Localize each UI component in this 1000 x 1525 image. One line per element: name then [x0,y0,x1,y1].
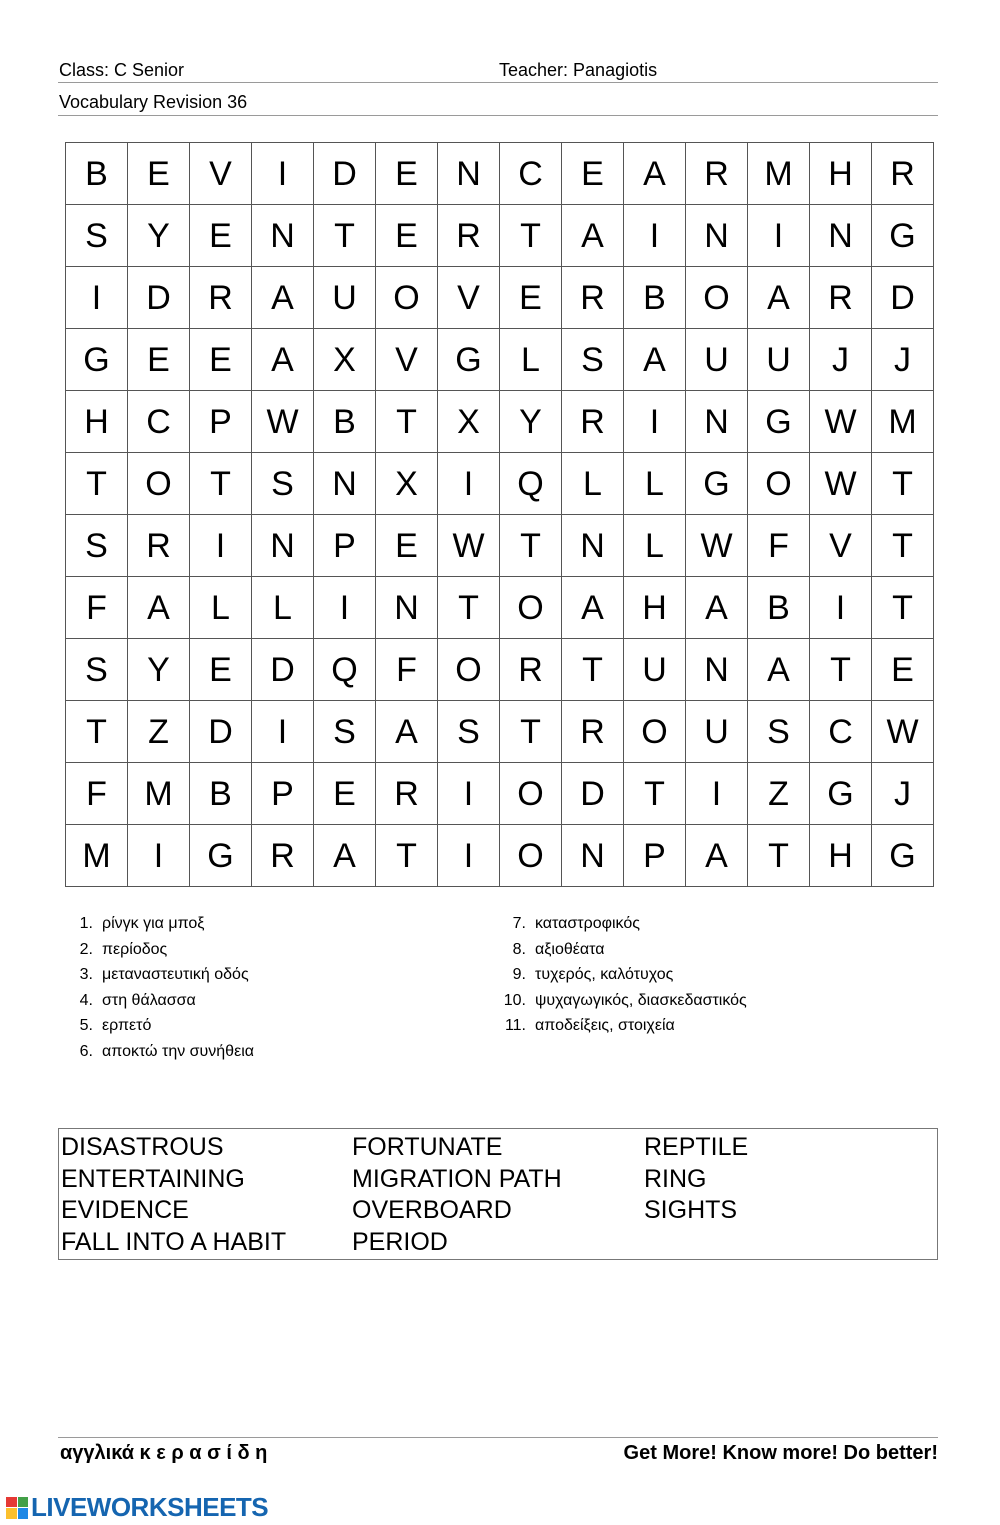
grid-cell[interactable]: W [872,701,934,763]
word-bank-word: MIGRATION PATH [352,1164,562,1193]
grid-cell[interactable]: E [314,763,376,825]
grid-cell[interactable]: Z [748,763,810,825]
grid-cell[interactable]: O [438,639,500,701]
clue-text: καταστροφικός [535,915,640,932]
grid-cell[interactable]: N [438,143,500,205]
liveworksheets-logo[interactable] [6,1492,268,1523]
grid-cell[interactable]: P [624,825,686,887]
logo-block [6,1497,17,1508]
grid-cell[interactable]: L [190,577,252,639]
clue-number: 6. [79,1042,93,1060]
grid-cell[interactable]: T [872,515,934,577]
grid-cell[interactable]: H [624,577,686,639]
clue-text: τυχερός, καλότυχος [535,966,674,984]
grid-cell[interactable]: F [66,763,128,825]
grid-cell[interactable]: R [376,763,438,825]
grid-cell[interactable]: I [438,453,500,515]
grid-cell[interactable]: Y [128,205,190,267]
grid-cell[interactable]: R [438,205,500,267]
grid-cell[interactable]: G [872,825,934,887]
grid-cell[interactable]: S [314,701,376,763]
grid-cell[interactable]: X [376,453,438,515]
grid-cell[interactable]: G [872,205,934,267]
word-bank-word: EVIDENCE [61,1196,189,1224]
grid-row [66,391,934,453]
grid-cell[interactable]: O [686,267,748,329]
grid-row [66,267,934,329]
grid-cell[interactable]: B [314,391,376,453]
grid-cell[interactable]: V [190,143,252,205]
grid-cell[interactable]: A [314,825,376,887]
grid-cell[interactable]: O [748,453,810,515]
grid-cell[interactable]: E [562,143,624,205]
grid-cell[interactable]: O [376,267,438,329]
grid-row [66,329,934,391]
grid-cell[interactable]: A [748,639,810,701]
clue-number: 8. [512,940,526,958]
grid-cell[interactable]: A [686,577,748,639]
grid-cell[interactable]: E [128,143,190,205]
clue-number: 11. [504,1017,526,1035]
logo-block [18,1508,29,1519]
grid-cell[interactable]: T [66,453,128,515]
grid-cell[interactable]: G [438,329,500,391]
grid-row [66,763,934,825]
grid-cell[interactable]: N [686,205,748,267]
clue-number: 7. [512,915,526,932]
grid-cell[interactable]: R [252,825,314,887]
grid-cell[interactable]: W [438,515,500,577]
grid-cell[interactable]: O [500,577,562,639]
grid-cell[interactable]: F [376,639,438,701]
grid-cell[interactable]: N [686,639,748,701]
grid-cell[interactable]: F [748,515,810,577]
grid-cell[interactable]: I [748,205,810,267]
grid-cell[interactable]: W [810,391,872,453]
logo-block [18,1497,29,1508]
grid-cell[interactable]: P [314,515,376,577]
grid-cell[interactable]: E [190,639,252,701]
grid-cell[interactable]: T [500,515,562,577]
word-bank-word: REPTILE [644,1133,749,1161]
grid-cell[interactable]: T [500,701,562,763]
clue-item [67,1041,254,1067]
word-bank-word: PERIOD [352,1227,448,1256]
grid-row [66,205,934,267]
grid-cell[interactable]: G [686,453,748,515]
grid-cell[interactable]: T [190,453,252,515]
grid-cell[interactable]: S [66,515,128,577]
grid-cell[interactable]: A [376,701,438,763]
clue-text: αξιοθέατα [535,940,605,958]
word-bank-column [644,1132,748,1227]
word-bank-word: OVERBOARD [352,1196,512,1224]
grid-cell[interactable]: H [810,825,872,887]
grid-cell[interactable]: I [624,391,686,453]
clue-item [496,913,747,939]
teacher-label: Teacher: Panagiotis [499,60,658,80]
grid-cell[interactable]: Z [128,701,190,763]
clue-number: 9. [512,966,526,984]
word-bank-word: FORTUNATE [352,1133,503,1161]
grid-cell[interactable]: I [252,143,314,205]
clue-number: 2. [79,940,93,958]
grid-cell[interactable]: E [872,639,934,701]
grid-row [66,825,934,887]
grid-cell[interactable]: E [128,329,190,391]
grid-cell[interactable]: L [500,329,562,391]
grid-cell[interactable]: J [872,763,934,825]
grid-cell[interactable]: C [810,701,872,763]
clue-text: ψυχαγωγικός, διασκεδαστικός [535,991,747,1009]
grid-cell[interactable]: J [810,329,872,391]
grid-cell[interactable]: I [624,205,686,267]
grid-cell[interactable]: M [128,763,190,825]
word-bank-word: SIGHTS [644,1196,738,1224]
grid-cell[interactable]: O [500,825,562,887]
word-bank-word: DISASTROUS [61,1133,224,1161]
grid-cell[interactable]: T [562,639,624,701]
grid-cell[interactable]: N [252,205,314,267]
grid-row [66,453,934,515]
grid-cell[interactable]: E [500,267,562,329]
grid-cell[interactable]: I [314,577,376,639]
grid-cell[interactable]: I [810,577,872,639]
clue-text: ερπετό [102,1017,152,1035]
grid-cell[interactable]: O [500,763,562,825]
class-label: Class: C Senior [59,60,185,80]
grid-cell[interactable]: N [252,515,314,577]
grid-cell[interactable]: T [810,639,872,701]
clue-text: αποκτώ την συνήθεια [102,1042,255,1060]
grid-cell[interactable]: O [128,453,190,515]
grid-cell[interactable]: M [748,143,810,205]
grid-cell[interactable]: B [748,577,810,639]
grid-cell[interactable]: S [252,453,314,515]
grid-cell[interactable]: A [562,577,624,639]
grid-cell[interactable]: S [748,701,810,763]
clue-list-left [67,913,254,1067]
grid-cell[interactable]: D [252,639,314,701]
grid-cell[interactable]: I [438,825,500,887]
grid-cell[interactable]: E [376,143,438,205]
grid-cell[interactable]: T [500,205,562,267]
clue-item [67,913,254,939]
grid-row [66,577,934,639]
grid-cell[interactable]: U [686,329,748,391]
grid-cell[interactable]: B [190,763,252,825]
grid-cell[interactable]: R [562,391,624,453]
grid-row [66,143,934,205]
grid-cell[interactable]: A [624,143,686,205]
grid-cell[interactable]: F [66,577,128,639]
clue-item [496,1015,747,1041]
grid-cell[interactable]: P [190,391,252,453]
grid-cell[interactable]: S [562,329,624,391]
grid-cell[interactable]: U [314,267,376,329]
grid-cell[interactable]: A [562,205,624,267]
word-bank [58,1128,938,1260]
footer-slogan: Get More! Know more! Do better! [623,1442,938,1464]
footer-author: αγγλικά κ ε ρ α σ ί δ η [60,1442,268,1464]
clue-item [496,939,747,965]
grid-cell[interactable]: J [872,329,934,391]
grid-cell[interactable]: G [748,391,810,453]
grid-cell[interactable]: E [190,329,252,391]
grid-row [66,701,934,763]
grid-cell[interactable]: D [190,701,252,763]
grid-cell[interactable]: I [66,267,128,329]
grid-cell[interactable]: D [872,267,934,329]
clue-item [67,964,254,990]
grid-cell[interactable]: T [872,577,934,639]
grid-cell[interactable]: W [252,391,314,453]
clue-text: ρίνγκ για μποξ [102,915,205,932]
clue-number: 4. [79,991,93,1009]
grid-cell[interactable]: T [438,577,500,639]
clue-number: 5. [79,1017,93,1035]
grid-cell[interactable]: T [376,825,438,887]
grid-cell[interactable]: T [66,701,128,763]
grid-cell[interactable]: V [376,329,438,391]
logo-block [6,1508,17,1519]
grid-cell[interactable]: D [314,143,376,205]
grid-cell[interactable]: T [872,453,934,515]
grid-cell[interactable]: M [872,391,934,453]
clue-text: στη θάλασσα [102,991,196,1009]
grid-cell[interactable]: Y [500,391,562,453]
clue-number: 10. [503,991,526,1009]
worksheet-title: Vocabulary Revision 36 [59,92,248,112]
grid-cell[interactable]: E [376,205,438,267]
grid-cell[interactable]: Y [128,639,190,701]
footer-divider [58,1437,938,1438]
grid-cell[interactable]: N [314,453,376,515]
grid-cell[interactable]: T [376,391,438,453]
grid-cell[interactable]: C [500,143,562,205]
grid-cell[interactable]: U [686,701,748,763]
grid-cell[interactable]: I [252,701,314,763]
grid-cell[interactable]: S [66,205,128,267]
grid-cell[interactable]: R [872,143,934,205]
word-bank-word: ENTERTAINING [61,1164,245,1193]
grid-cell[interactable]: P [252,763,314,825]
grid-cell[interactable]: G [66,329,128,391]
grid-cell[interactable]: W [810,453,872,515]
grid-cell[interactable]: R [810,267,872,329]
grid-cell[interactable]: R [686,143,748,205]
grid-cell[interactable]: R [562,267,624,329]
grid-cell[interactable]: W [686,515,748,577]
grid-cell[interactable]: E [376,515,438,577]
grid-cell[interactable]: B [624,267,686,329]
clue-text: αποδείξεις, στοιχεία [535,1017,675,1035]
grid-cell[interactable]: N [376,577,438,639]
clue-item [496,964,747,990]
clue-number: 3. [79,966,93,984]
grid-cell[interactable]: N [686,391,748,453]
grid-cell[interactable]: U [748,329,810,391]
grid-cell[interactable]: V [438,267,500,329]
grid-cell[interactable]: I [128,825,190,887]
grid-cell[interactable]: R [562,701,624,763]
logo-blocks-icon [6,1497,28,1519]
grid-row [66,515,934,577]
grid-cell[interactable]: X [314,329,376,391]
grid-cell[interactable]: N [562,825,624,887]
grid-cell[interactable]: L [562,453,624,515]
grid-cell[interactable]: V [810,515,872,577]
grid-cell[interactable]: G [190,825,252,887]
grid-cell[interactable]: U [624,639,686,701]
clue-text: μεταναστευτική οδός [102,966,249,984]
grid-cell[interactable]: A [686,825,748,887]
grid-cell[interactable]: Q [314,639,376,701]
grid-cell[interactable]: S [66,639,128,701]
grid-cell[interactable]: S [438,701,500,763]
grid-cell[interactable]: I [190,515,252,577]
grid-cell[interactable]: L [252,577,314,639]
header-divider [58,82,938,83]
grid-cell[interactable]: T [624,763,686,825]
grid-cell[interactable]: X [438,391,500,453]
grid-cell[interactable]: O [624,701,686,763]
word-search-grid[interactable] [65,142,934,887]
grid-cell[interactable]: C [128,391,190,453]
clue-number: 1. [79,915,93,932]
grid-cell[interactable]: E [190,205,252,267]
word-bank-word: FALL INTO A HABIT [61,1227,287,1256]
grid-cell[interactable]: N [810,205,872,267]
clue-item [496,990,747,1016]
grid-cell[interactable]: G [810,763,872,825]
clue-text: περίοδος [102,940,168,958]
grid-cell[interactable]: M [66,825,128,887]
grid-cell[interactable]: D [128,267,190,329]
logo-text: LIVEWORKSHEETS [31,1492,269,1522]
clue-item [67,939,254,965]
grid-cell[interactable]: A [748,267,810,329]
grid-cell[interactable]: T [314,205,376,267]
grid-cell[interactable]: L [624,515,686,577]
word-bank-word: RING [644,1164,707,1193]
clue-item [67,1015,254,1041]
grid-cell[interactable]: H [810,143,872,205]
grid-cell[interactable]: A [252,267,314,329]
grid-cell[interactable]: A [624,329,686,391]
grid-cell[interactable]: R [128,515,190,577]
clue-item [67,990,254,1016]
word-bank-column [352,1132,562,1258]
grid-cell[interactable]: B [66,143,128,205]
grid-cell[interactable]: T [748,825,810,887]
title-divider [58,115,938,116]
word-bank-column [61,1132,286,1258]
grid-cell[interactable]: Q [500,453,562,515]
grid-cell[interactable]: D [562,763,624,825]
grid-cell[interactable]: I [686,763,748,825]
grid-cell[interactable]: R [500,639,562,701]
grid-cell[interactable]: A [128,577,190,639]
grid-cell[interactable]: A [252,329,314,391]
grid-cell[interactable]: N [562,515,624,577]
grid-cell[interactable]: R [190,267,252,329]
grid-row [66,639,934,701]
grid-cell[interactable]: H [66,391,128,453]
grid-cell[interactable]: I [438,763,500,825]
clue-list-right [496,913,747,1041]
grid-cell[interactable]: L [624,453,686,515]
